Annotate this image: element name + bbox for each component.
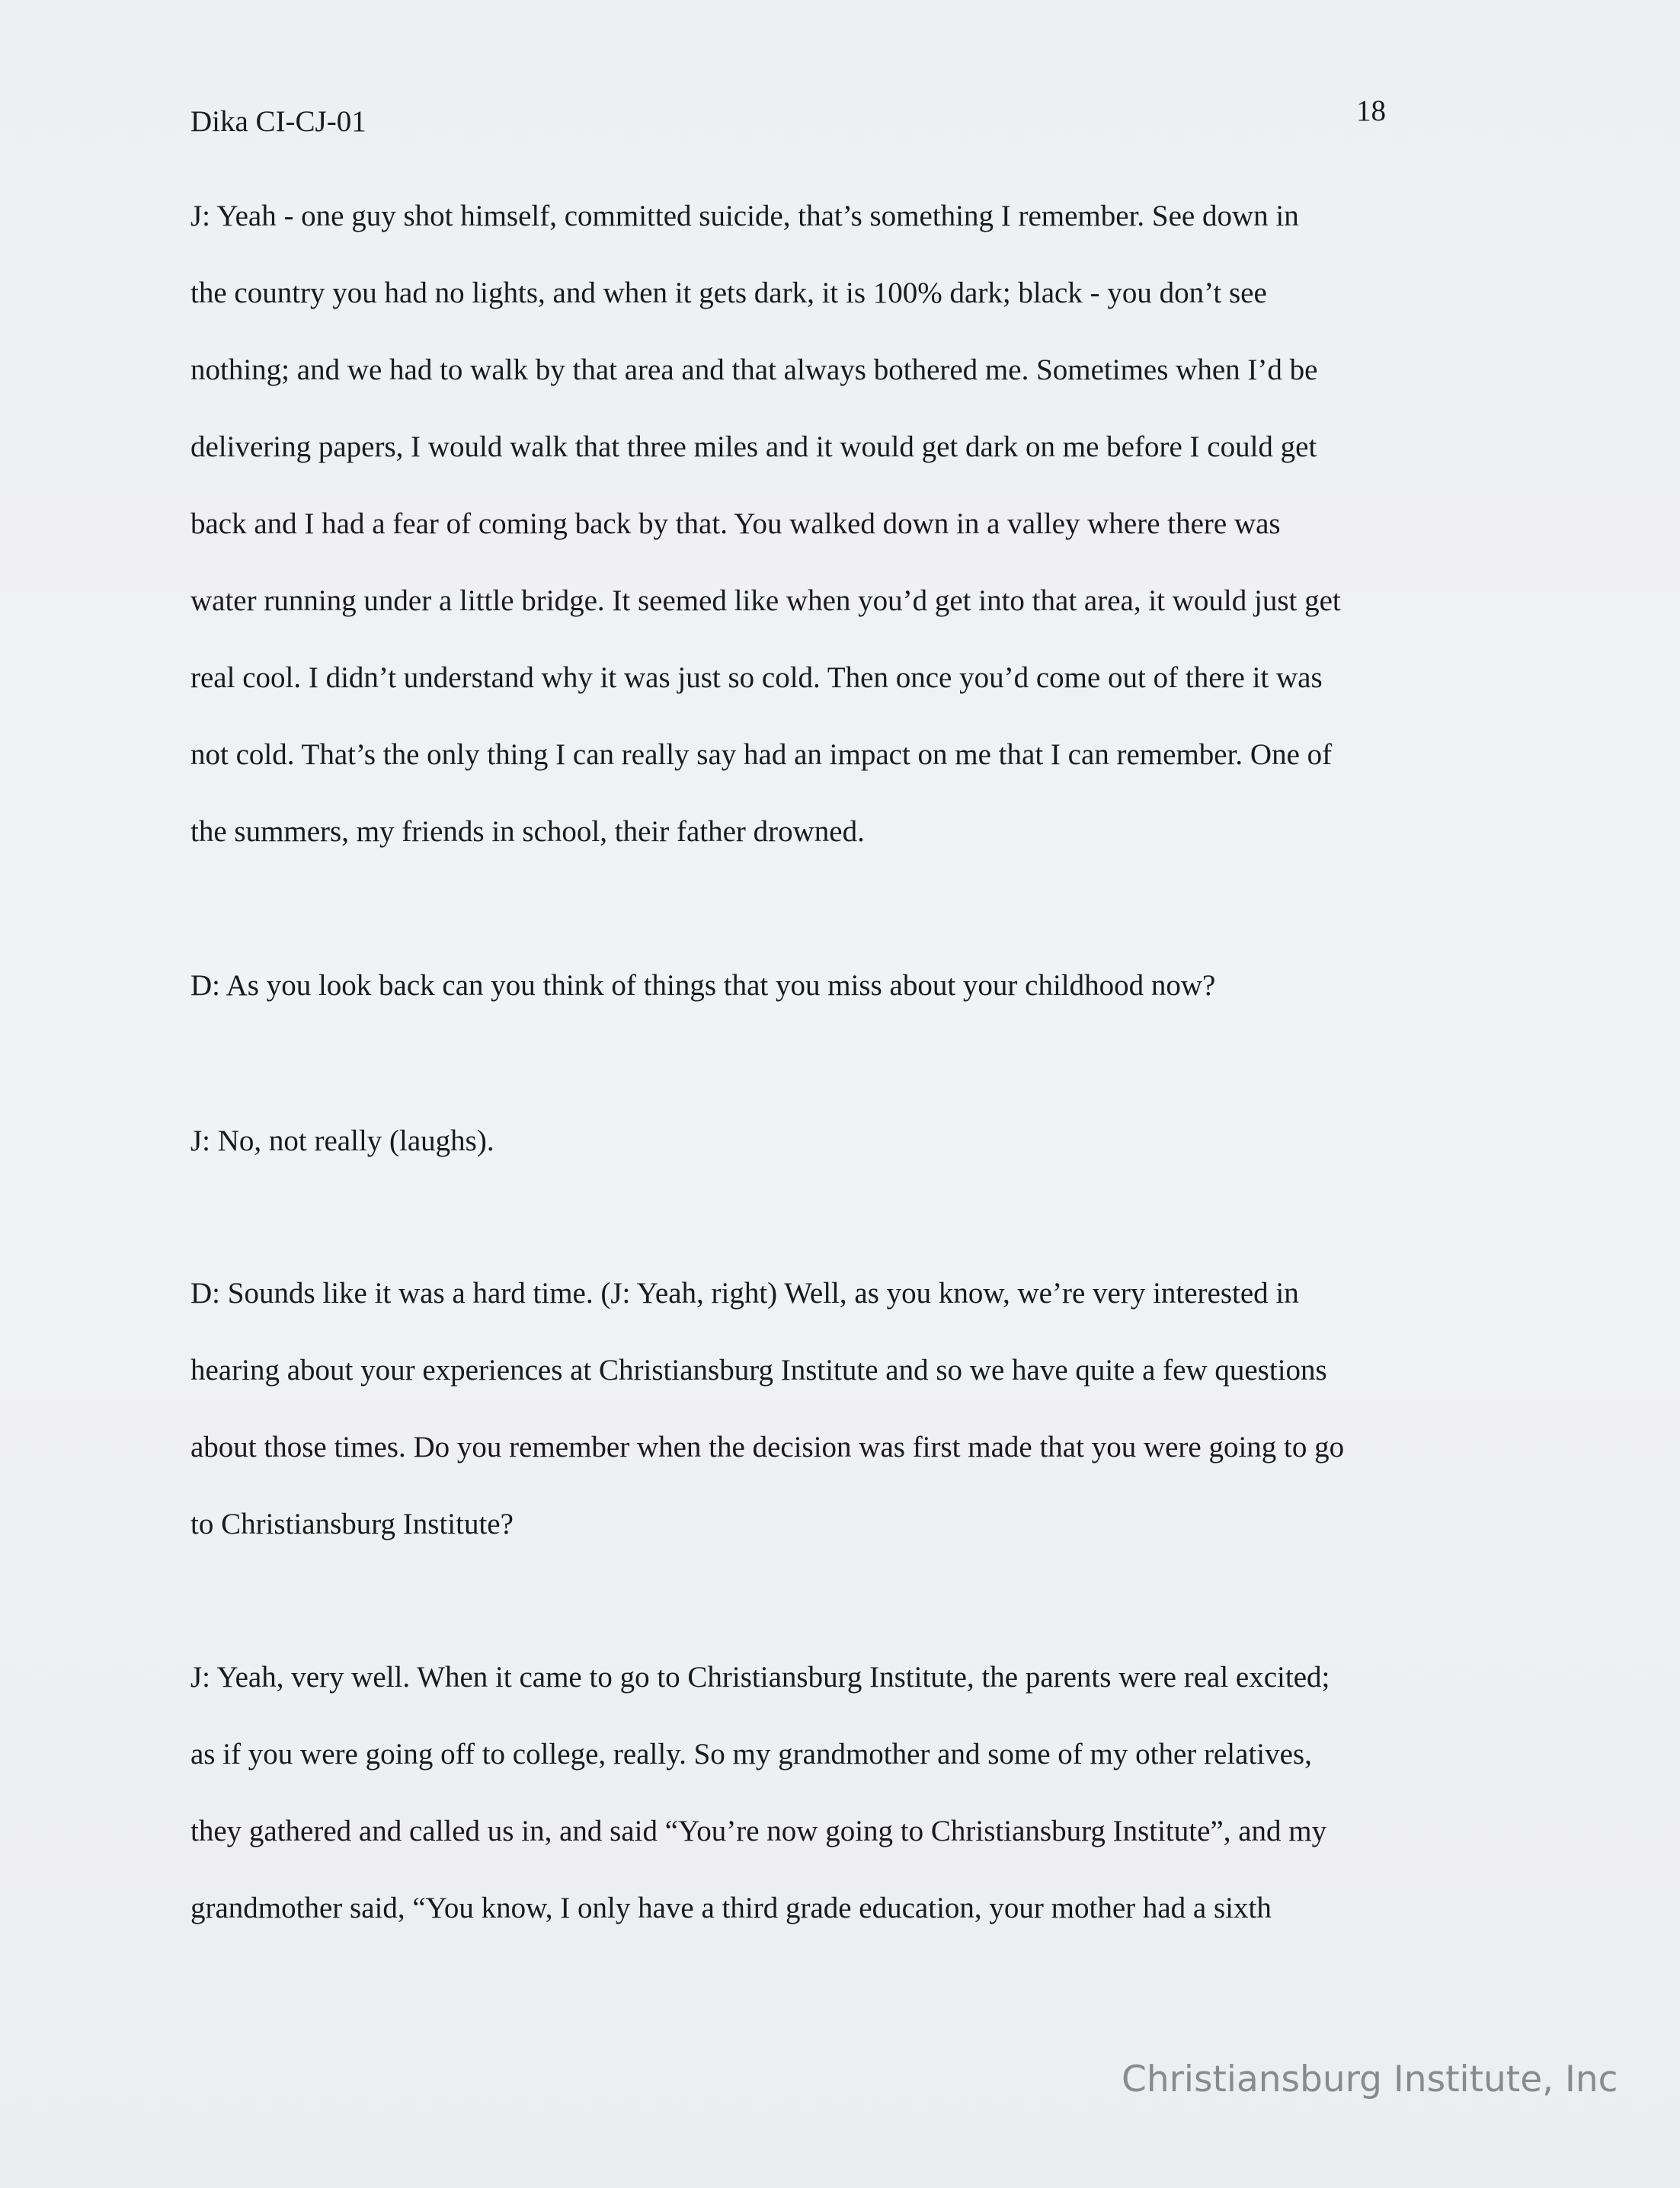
text-line: J: Yeah, very well. When it came to go to Christiansburg Institute, the parents were real excited; — [190, 1661, 1330, 1694]
paragraph-d-question-institute — [190, 1255, 1486, 1563]
text-line: the country you had no lights, and when it gets dark, it is 100% dark; black - you don’t see — [190, 277, 1267, 309]
page-number: 18 — [1356, 94, 1386, 127]
document-id: Dika CI-CJ-01 — [190, 105, 366, 138]
watermark-text: Christiansburg Institute, Inc — [1122, 2058, 1618, 2100]
text-line: to Christiansburg Institute? — [190, 1508, 514, 1540]
text-line: real cool. I didn’t understand why it was just so cold. Then once you’d come out of there it was — [190, 661, 1323, 694]
text-line: nothing; and we had to walk by that area and that always bothered me. Sometimes when I’d be — [190, 353, 1318, 386]
text-line: J: Yeah - one guy shot himself, committed suicide, that’s something I remember. See down in — [190, 200, 1299, 232]
text-line: about those times. Do you remember when the decision was first made that you were going to go — [190, 1431, 1345, 1463]
paragraph-j-answer-laughs — [190, 1102, 1486, 1179]
text-line: as if you were going off to college, really. So my grandmother and some of my other relatives, — [190, 1738, 1312, 1771]
text-line: water running under a little bridge. It seemed like when you’d get into that area, it would just get — [190, 584, 1341, 617]
text-line: J: No, not really (laughs). — [190, 1124, 494, 1157]
paragraph-j-answer-institute — [190, 1639, 1486, 1946]
text-line: delivering papers, I would walk that three miles and it would get dark on me before I could get — [190, 430, 1317, 463]
text-line: the summers, my friends in school, their father drowned. — [190, 815, 865, 848]
text-line: D: As you look back can you think of things that you miss about your childhood now? — [190, 969, 1216, 1002]
text-line: back and I had a fear of coming back by that. You walked down in a valley where there was — [190, 507, 1281, 540]
text-line: they gathered and called us in, and said “You’re now going to Christiansburg Institute”, and my — [190, 1815, 1327, 1847]
text-line: D: Sounds like it was a hard time. (J: Yeah, right) Well, as you know, we’re very interested in — [190, 1277, 1299, 1310]
text-line: not cold. That’s the only thing I can really say had an impact on me that I can remember. One of — [190, 738, 1333, 771]
paragraph-j-suicide-memory — [190, 178, 1486, 870]
text-line: grandmother said, “You know, I only have a third grade education, your mother had a sixth — [190, 1892, 1272, 1924]
text-line: hearing about your experiences at Christiansburg Institute and so we have quite a few questions — [190, 1354, 1327, 1387]
paragraph-d-question-childhood — [190, 947, 1486, 1024]
